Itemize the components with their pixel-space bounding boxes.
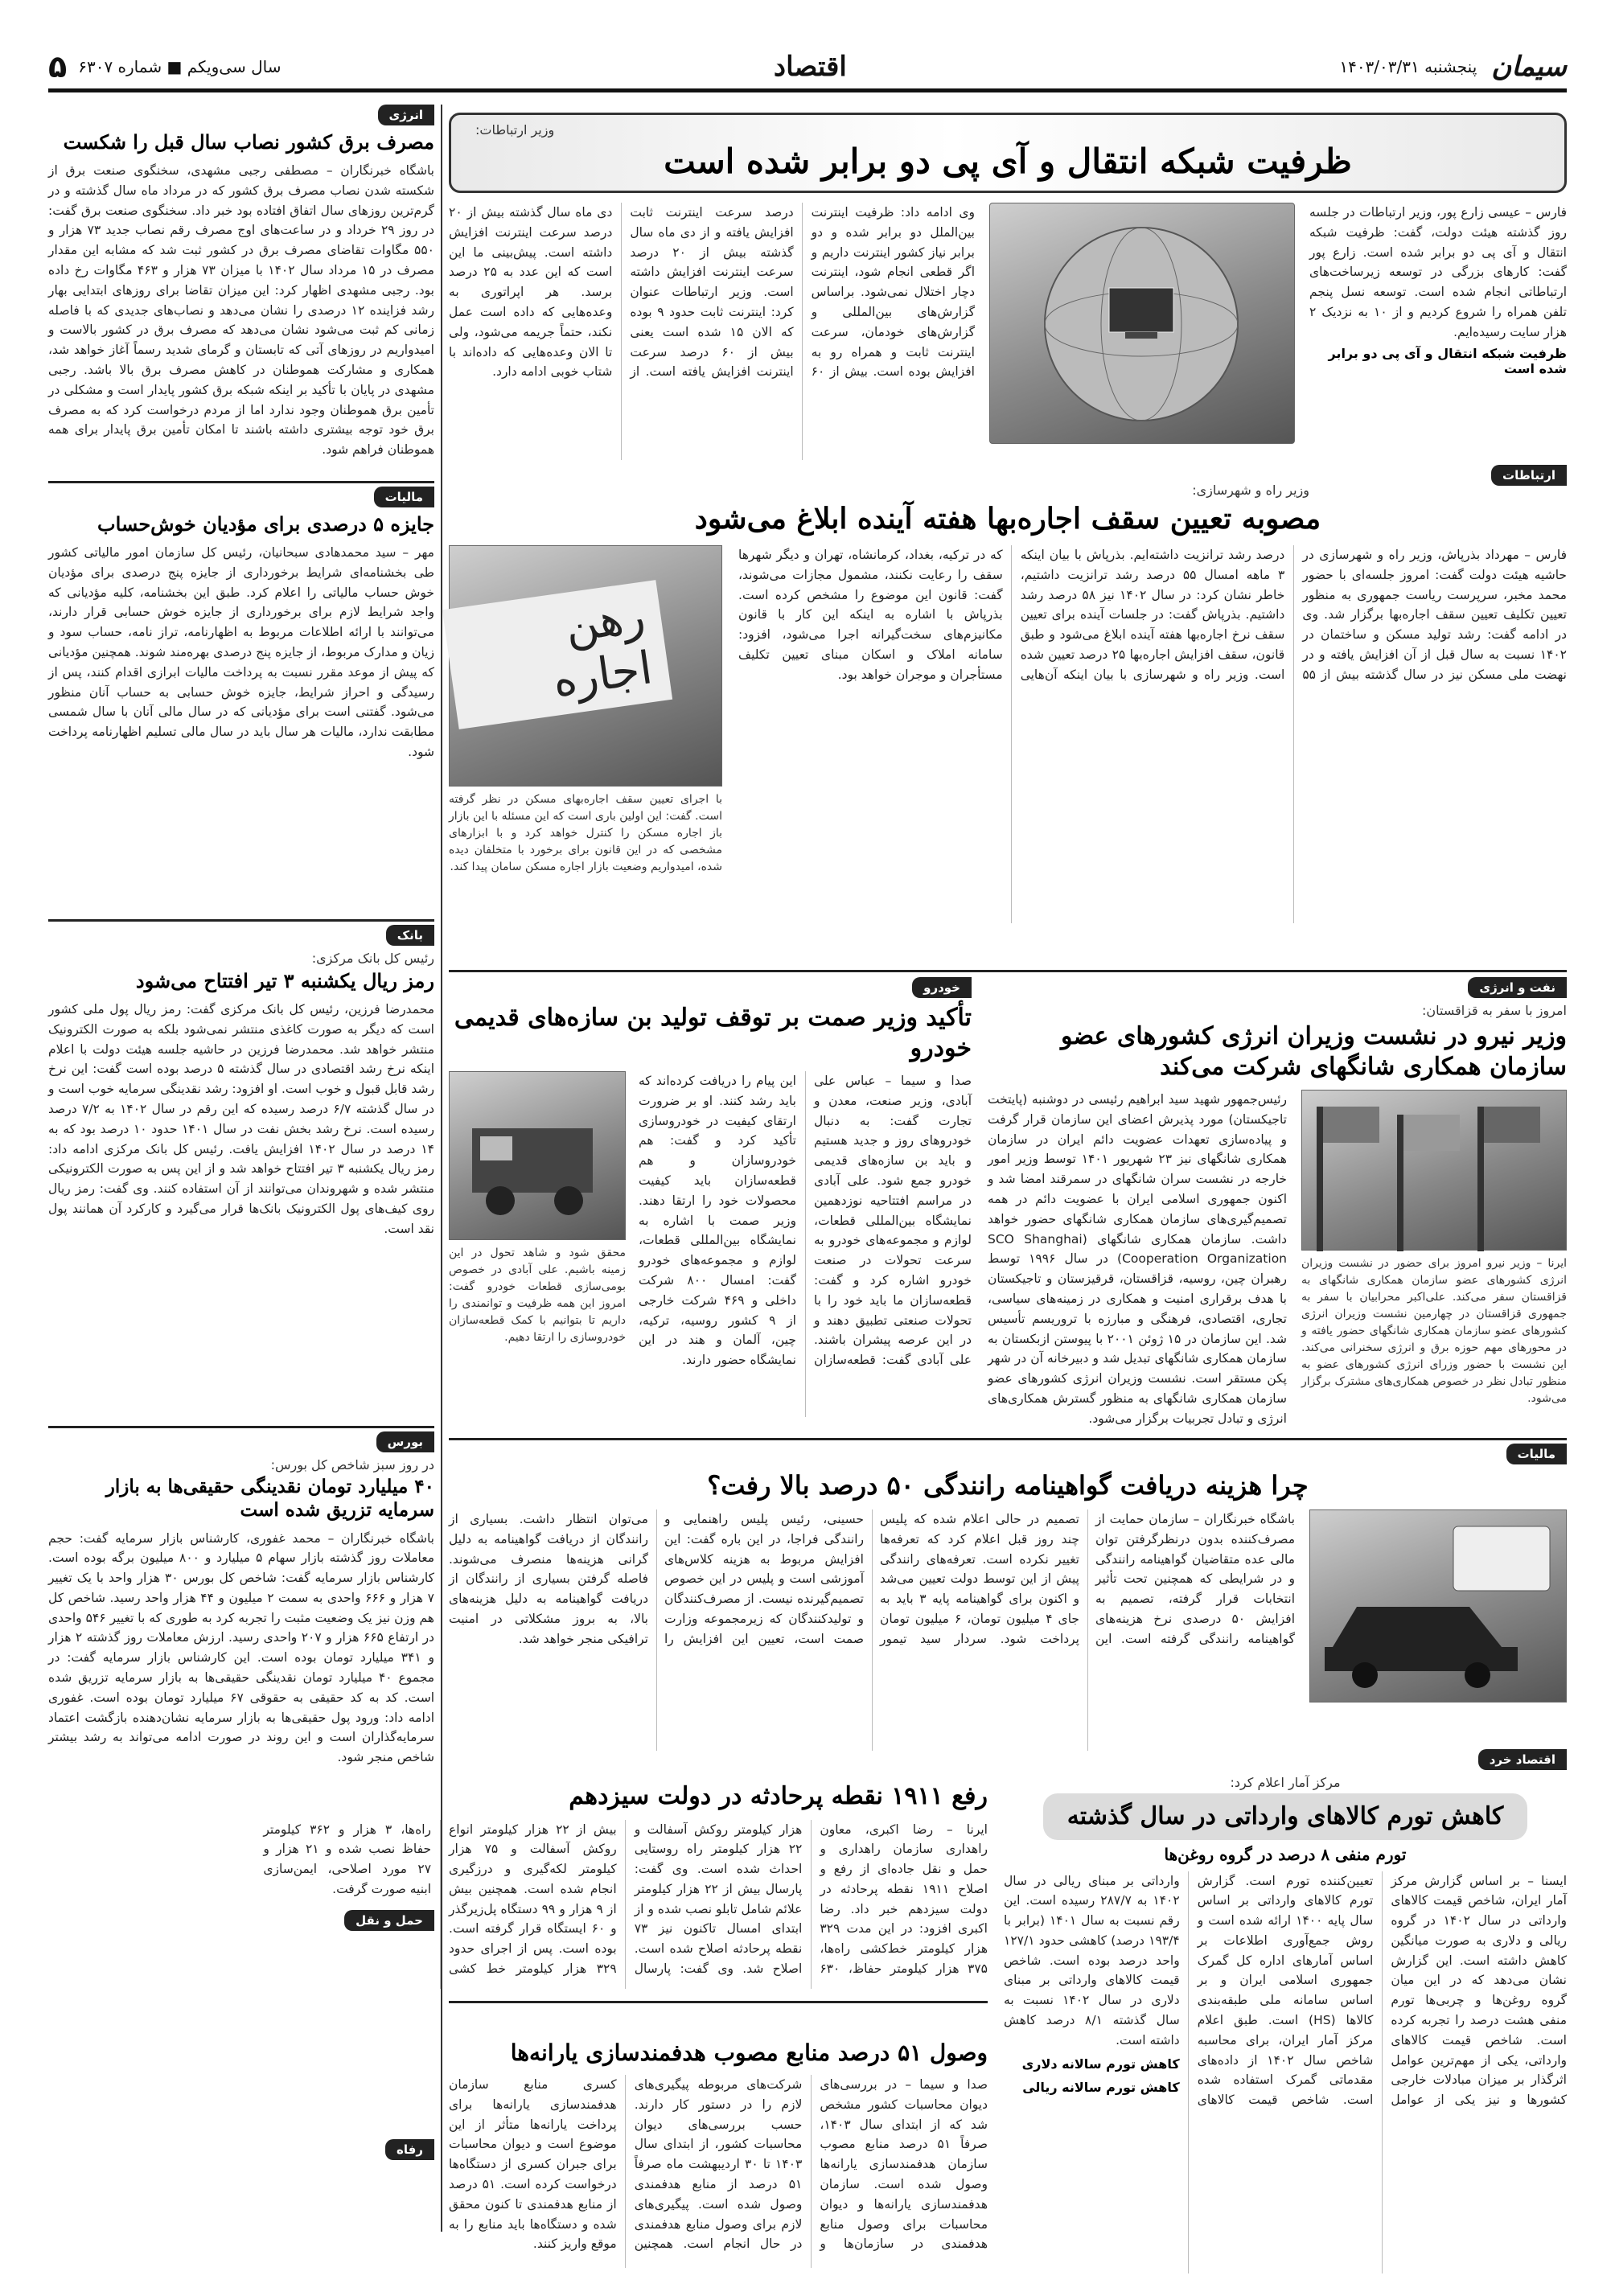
rule: [449, 2001, 988, 2003]
truck-illustration: [448, 1072, 625, 1241]
housing-body-row: [449, 545, 1567, 923]
article-transport: [263, 1749, 988, 1990]
article-auto: [449, 977, 972, 1427]
rule: [48, 1426, 434, 1428]
car-icon: [1309, 1509, 1567, 1702]
rule: [449, 1438, 1567, 1440]
headline-housing: مصوبه تعیین سقف اجاره‌بها هفته آینده ابلاغ می‌شود: [694, 502, 1321, 536]
license-body-row: [449, 1509, 1567, 1751]
lead-ict: فارس – عیسی زارع پور، وزیر ارتباطات در جلسه روز گذشته هیئت دولت، گفت: ظرفیت شبکه انتقال و آی پی دو برابر شده است. زارع پور گفت: کارهای بزرگی در توسعه زیرساخت‌های ارتباطاتی انجام شده است. توسعه نسل پنجم تلفن همراه را شروع کردیم و از ۱۰ به نزدیک ۲ هزار سایت رسیده‌ایم.: [1309, 205, 1567, 339]
article-ict: [449, 113, 1567, 483]
article-tax: [48, 487, 434, 909]
body-welfare: صدا و سیما – در بررسی‌های دیوان محاسبات کشور مشخص شد که از ابتدای سال ۱۴۰۳، صرفاً ۵۱ درصد منابع مصوب سازمان هدفمندسازی یارانه‌ها وصول شده است. سازمان هدفمندسازی یارانه‌ها و دیوان محاسبات برای وصول منابع هدفمندی در سازمان‌ها و شرکت‌های مربوطه پیگیری‌های لازم را در دستور کار دارند. حسب بررسی‌های دیوان محاسبات کشور، از ابتدای سال ۱۴۰۳ تا ۳۰ اردیبهشت ماه صرفاً ۵۱ درصد از منابع هدفمندی وصول شده است. پیگیری‌های لازم برای وصول منابع هدفمندی در حال انجام است. همچنین کسری منابع سازمان هدفمندسازی یارانه‌ها برای پرداخت یارانه‌ها متأثر از این موضوع است و دیوان محاسبات برای جبران کسری از دستگاه‌ها درخواست کرده است. ۵۱ درصد از منابع هدفمندی تا کنون محقق شده و دستگاه‌ها باید منابع را به موقع واریز کنند.: [449, 2077, 988, 2252]
rule: [48, 919, 434, 922]
headline-energy: مصرف برق کشور نصاب سال قبل را شکست: [63, 130, 434, 154]
flags-photo: [1301, 1090, 1567, 1251]
tag-transport-row: [48, 1910, 434, 1942]
rent-sign-text: رهن اجاره: [442, 580, 672, 729]
masthead: [48, 44, 1567, 92]
left-column: [48, 105, 434, 2232]
supra-bourse: در روز سبز شاخص کل بورس:: [270, 1457, 434, 1472]
article-oil: [988, 977, 1567, 1427]
caption-auto: محقق شود و شاهد تحول در این زمینه باشیم. علی آبادی در خصوص بومی‌سازی قطعات خودرو گفت: امروز این همه ظرفیت و توانمندی را داریم تا بتوانیم با کمک قطعه‌سازان خودروسازی را ارتقا دهیم.: [449, 1247, 626, 1344]
headline-auto: تأکید وزیر صمت بر توقف تولید بن سازه‌های قدیمی خودرو: [454, 1004, 972, 1062]
supra-bank: رئیس کل بانک مرکزی:: [311, 951, 434, 966]
section-tag-energy: انرژی: [378, 105, 435, 125]
body-oil: رئیس‌جمهور شهید سید ابراهیم رئیسی در دوشنبه (پایتخت تاجیکستان) مورد پذیرش اعضای این سازمان قرار گرفت و پیاده‌سازی تعهدات عضویت دائم ایران در سازمان همکاری شانگهای نیز ۲۳ شهریور ۱۴۰۱ توسط وزیر امور خارجه در نشست سران شانگهای در سمرقند امضا شد و اکنون جمهوری اسلامی ایران با عضویت دائم در همه تصمیم‌گیری‌های سازمان همکاری شانگهای حضور خواهد داشت. سازمان همکاری شانگهای (SCO Shanghai Cooperation Organization) در سال ۱۹۹۶ توسط رهبران چین، روسیه، قزاقستان، قرقیزستان و تاجیکستان با هدف برقراری امنیت و همکاری در زمینه‌های سیاسی، تجاری، اقتصادی، فرهنگی و مبارزه با تروریسم تأسیس شد. این سازمان در ۱۵ ژوئن ۲۰۰۱ با پیوستن ازبکستان به سازمان همکاری شانگهای تبدیل شد و دبیرخانه آن در شهر پکن مستقر است. نشست وزیران انرژی کشورهای عضو سازمان همکاری شانگهای به منظور گسترش همکاری‌های انرژی و تبادل تجربیات برگزار می‌شود.: [988, 1092, 1288, 1426]
ict-lead-col: [1309, 203, 1567, 460]
globe-network-illustration: [988, 203, 1294, 445]
section-tag-tax: مالیات: [374, 487, 434, 507]
section-tag-bourse: بورس: [376, 1431, 434, 1452]
section-title: اقتصاد: [773, 50, 847, 83]
article-license: [449, 1444, 1567, 1733]
oil-body-row: [988, 1090, 1567, 1426]
globe-network-icon: [989, 203, 1295, 444]
tag-welfare-row: [48, 2139, 434, 2171]
body-inflation: [1004, 1871, 1567, 2273]
flags-illustration: [1301, 1090, 1566, 1251]
section-tag-welfare: رفاه: [385, 2139, 434, 2160]
body-transport: ایرنا – رضا اکبری، معاون راهداری سازمان راهداری و حمل و نقل جاده‌ای از رفع و اصلاح ۱۹۱۱ نقطه پرحادثه در دولت سیزدهم خبر داد. رضا اکبری افزود: در این مدت ۳۲۹ هزار کیلومتر خط‌کشی راه‌ها، ۳۷۵ هزار کیلومتر حفاظ، ۶۳۰ هزار کیلومتر روکش آسفالت و ۲۲ هزار کیلومتر راه روستایی احداث شده است. وی گفت: پارسال بیش از ۲۲ هزار کیلومتر علائم شامل تابلو نصب شده و از ابتدای امسال تاکنون نیز ۷۳ نقطه پرحادثه اصلاح شده است. اصلاح شد. وی گفت: پارسال بیش از ۲۲ هزار کیلومتر انواع روکش آسفالت و ۷۵ هزار کیلومتر لکه‌گیری و درزگیری انجام شده است. همچنین بیش از ۹ هزار و ۹۹ دستگاه پل‌زیرگذر و ۶۰ ایستگاه قرار گرفته است. بوده است. پس از اجرای حدود ۳۲۹ هزار کیلومتر خط کشی راه‌ها، ۳ هزار و ۳۶۲ کیلومتر حفاظ نصب شده و ۲۱ هزار و ۲۷ مورد اصلاحی، ایمن‌سازی ابنیه صورت گرفت.: [263, 1822, 988, 1977]
issue-date: پنجشنبه ۱۴۰۳/۰۳/۳۱: [1339, 56, 1477, 76]
truck-photo: [449, 1071, 626, 1240]
column-divider: [441, 105, 442, 2232]
subtitle-inflation: تورم منفی ۸ درصد در گروه روغن‌ها: [1164, 1844, 1407, 1864]
headline-bank: رمز ریال یکشنبه ۳ تیر افتتاح می‌شود: [135, 969, 434, 992]
ict-banner: [449, 113, 1567, 193]
section-tag-license: مالیات: [1506, 1444, 1567, 1464]
article-inflation: [1004, 1749, 1567, 2296]
section-tag-ict: ارتباطات: [1491, 465, 1567, 486]
body-tax: مهر – سید محمدهادی سبحانیان، رئیس کل سازمان امور مالیاتی کشور طی بخشنامه‌ای شرایط برخورداری از جایزه پنج درصدی برای مؤدیان خوش حساب مالیاتی را اعلام کرد. طبق این بخشنامه، کلیه مؤدیانی که واجد شرایط لازم برای برخورداری از جایزه خوش حسابی قرار دارند، می‌توانند با ارائه اطلاعات مربوط به اظهارنامه، تراز نامه، حساب سود و زیان و مدارک مربوط، از جایزه پنج درصدی بهره‌مند شوند. همچنین مؤدیانی که پیش از موعد مقرر نسبت به پرداخت مالیات ابرازی اقدام کنند، پس از رسیدگی و احراز شرایط، جایزه خوش حسابی به حساب آنان منظور می‌شود. گفتنی است برای مؤدیانی که در سال مالی آنان با سال شمسی مطابقت ندارد، مالیات هر سال باید در سال مالی تسلیم اظهارنامه پرداخت شود.: [48, 545, 434, 759]
headline-welfare: وصول ۵۱ درصد منابع مصوب هدفمندسازی یارانه‌ها: [510, 2039, 988, 2066]
body-bank: محمدرضا فرزین، رئیس کل بانک مرکزی گفت: رمز ریال پول ملی کشور است که دیگر به صورت کاغذی منتشر نمی‌شود بلکه به صورت الکترونیک منتشر خواهد شد. محمدرضا فرزین در حاشیه جلسه هیئت دولت با اعلام اینکه نرخ رشد اقتصادی در سال گذشته ۵ درصد بوده است گفت: این نرخ رشد قابل قبول و خوب است. او افزود: رشد نقدینگی سرمایه خوب است و در سال گذشته ۶/۷ درصد رسیده که این رقم در سال ۱۴۰۲ به ۷/۲ درصد رسیده است. نرخ رشد بخش نفت در سال ۱۴۰۱ حدود ۱۰ درصد بود که به ۱۴ درصد در سال ۱۴۰۲ افزایش یافت. رئیس کل بانک مرکزی ادامه داد: رمز ریال یکشنبه ۳ تیر افتتاح خواهد شد و از این پس به صورت الکترونیکی منتشر شده و شهروندان می‌توانند از آن استفاده کنند. وی گفت: رمز ریال روی کیف‌های پول الکترونیک بانک‌ها قرار می‌گیرد و کارکرد آن همانند پول نقد است.: [48, 1002, 434, 1236]
oil-photo-col: [1301, 1090, 1567, 1411]
body-inflation-text: ایسنا – بر اساس گزارش مرکز آمار ایران، شاخص قیمت کالاهای وارداتی در سال ۱۴۰۲ در گروه ریالی و دلاری به صورت میانگین کاهش داشته است. این گزارش نشان می‌دهد که در این میان گروه روغن‌ها و چربی‌ها تورم منفی هشت درصد را تجربه کرده است. شاخص قیمت کالاهای وارداتی، یکی از مهم‌ترین عوامل اثرگذار بر میزان مبادلات خارجی کشورها و نیز یکی از عوامل تعیین‌کننده تورم است. گزارش تورم کالاهای وارداتی بر اساس سال پایه ۱۴۰۰ ارائه شده است و روش جمع‌آوری اطلاعات بر اساس آمارهای اداره کل گمرک جمهوری اسلامی ایران و بر اساس سامانه ملی طبقه‌بندی کالاها (HS) است. طبق اعلام مرکز آمار ایران، برای محاسبه شاخص سال ۱۴۰۲ از داده‌های مقدماتی گمرک استفاده شده است. شاخص قیمت کالاهای وارداتی بر مبنای ریالی در سال ۱۴۰۲ به ۲۸۷/۷ رسیده است. این رقم نسبت به سال ۱۴۰۱ (برابر با ۱۹۳/۴ درصد) کاهشی حدود ۱۲۷/۱ واحد درصد بوده است. شاخص قیمت کالاهای وارداتی بر مبنای دلاری در سال ۱۴۰۲ نسبت به سال گذشته ۸/۱ درصد کاهش داشته است.: [1004, 1873, 1568, 2108]
masthead-right: [1339, 51, 1567, 83]
section-tag-auto: خودرو: [912, 977, 972, 998]
headline-ict: ظرفیت شبکه انتقال و آی پی دو برابر شده است: [664, 142, 1352, 182]
ict-body-row: [449, 203, 1567, 460]
auto-photo-col: [449, 1071, 626, 1417]
headline-oil: وزیر نیرو در نشست وزیران انرژی کشورهای عضو سازمان همکاری شانگهای شرکت می‌کند: [1061, 1022, 1567, 1081]
supra-ict: وزیر ارتباطات:: [475, 122, 555, 138]
inflation-title-row: [1004, 1793, 1567, 1840]
page-number: ۵: [48, 48, 68, 84]
headline-transport: رفع ۱۹۱۱ نقطه پرحادثه در دولت سیزدهم: [569, 1782, 988, 1810]
caption-oil: ایرنا – وزیر نیرو امروز برای حضور در نشست وزیران انرژی کشورهای عضو سازمان همکاری شانگهای به قزاقستان سفر می‌کند. علی‌اکبر محرابیان با سفر به جمهوری قزاقستان در چهارمین نشست وزیران انرژی کشورهای عضو سازمان همکاری شانگهای حضور یافته و در محورهای مهم حوزه برق و انرژی سخنرانی می‌کند. این نشست با حضور وزرای انرژی کشورهای عضو به منظور تبادل نظر در خصوص همکاری‌های مشترک برگزار می‌شود.: [1301, 1257, 1567, 1405]
section-tag-oil: نفت و انرژی: [1468, 977, 1567, 998]
body-auto: صدا و سیما – عباس علی آبادی، وزیر صنعت، معدن و تجارت گفت: به دنبال خودروهای روز و جدید هستیم و باید بن سازه‌های قدیمی خودرو جمع شود. علی آبادی در مراسم افتتاحیه نوزدهمین نمایشگاه بین‌المللی قطعات، لوازم و مجموعه‌های خودرو به سرعت تحولات در صنعت خودرو اشاره کرد و گفت: قطعه‌سازان ما باید خود را با تحولات صنعتی تطبیق دهند و در این عرصه پیشران باشند. علی آبادی گفت: قطعه‌سازان این پیام را دریافت کرده‌اند که باید رشد کنند. او بر ضرورت ارتقای کیفیت در خودروسازی تأکید کرد و گفت: هم خودروسازان و هم قطعه‌سازان باید کیفیت محصولات خود را ارتقا دهند. وزیر صمت با اشاره به نمایشگاه بین‌المللی قطعات، لوازم و مجموعه‌های خودرو گفت: امسال ۸۰۰ شرکت داخلی و ۴۶۹ شرکت خارجی از ۹ کشور روسیه، ترکیه، چین، آلمان و هند در این نمایشگاه حضور دارند.: [639, 1074, 972, 1368]
section-tag-bank: بانک: [386, 925, 434, 946]
body-license: باشگاه خبرنگاران – سازمان حمایت از مصرف‌کننده بدون درنظرگرفتن توان مالی عده متقاضیان گواهینامه رانندگی و در شرایطی که همچنین تحت تأثیر انتخابات قرار گرفته، تصمیم به افزایش ۵۰ درصدی نرخ هزینه‌های گواهینامه رانندگی گرفته است. این تصمیم در حالی اعلام شده که پلیس چند روز قبل اعلام کرد که تعرفه‌ها تغییر نکرده است. تعرفه‌های رانندگی پیش از این توسط دولت تعیین می‌شد و اکنون برای گواهینامه پایه ۳ باید به جای ۴ میلیون تومان، ۶ میلیون تومان پرداخت شود. سردار سید تیمور حسینی، رئیس پلیس راهنمایی و رانندگی فراجا، در این باره گفت: این افزایش مربوط به هزینه کلاس‌های آموزشی است و پلیس در این خصوص تصمیم‌گیرنده نیست. از مصرف‌کنندگان و تولیدکنندگان که زیرمجموعه وزارت صمت است، تعیین این افزایش را می‌توان انتظار داشت. بسیاری از رانندگان از دریافت گواهینامه به دلیل گرانی هزینه‌ها منصرف می‌شوند. فاصله گرفتن بسیاری از رانندگان از دریافت گواهینامه به دلیل هزینه‌های بالا، به بروز مشکلاتی در امنیت ترافیکی منجر خواهد شد.: [449, 1512, 1295, 1646]
section-tag-transport: حمل و نقل: [344, 1910, 434, 1931]
headline-bourse: ۴۰ میلیارد تومان نقدینگی حقیقی‌ها به بازار سرمایه تزریق شده است: [105, 1476, 434, 1521]
subhead-ict: ظرفیت شبکه انتقال و آی پی دو برابر شده است: [1328, 345, 1567, 376]
supra-inflation: مرکز آمار اعلام کرد:: [1230, 1775, 1341, 1790]
masthead-left: [48, 49, 281, 84]
rule: [48, 481, 434, 483]
rent-sign-photo: [449, 545, 722, 787]
rule: [449, 970, 1567, 972]
newspaper-logo: سیمان: [1491, 50, 1567, 83]
housing-photo-col: [449, 545, 722, 923]
supra-oil: امروز با سفر به قزاقستان:: [1421, 1003, 1567, 1018]
article-bank: [48, 925, 434, 1415]
headline-license: چرا هزینه دریافت گواهینامه رانندگی ۵۰ درصد بالا رفت؟: [707, 1470, 1309, 1501]
headline-inflation: کاهش تورم کالاهای وارداتی در سال گذشته: [1043, 1793, 1528, 1840]
subhead-inflation-a: کاهش تورم سالانه دلاری: [1021, 2056, 1180, 2072]
body-energy: باشگاه خبرنگاران – مصطفی رجبی مشهدی، سخنگوی صنعت برق از شکسته شدن نصاب مصرف برق کشور که در مرداد ماه سال گذشته و در گرم‌ترین روزهای سال اتفاق افتاده بود خبر داد. سخنگوی صنعت برق گفت: در روز ۲۹ خرداد و در ساعت‌های اوج مصرف رقم نصاب جدید ۷۳ هزار و ۵۵۰ مگاوات تقاضای مصرف برق در کشور ثبت شد که مشابه این مقدار مصرف در ۱۵ مرداد سال ۱۴۰۲ با میزان ۷۳ هزار و ۴۶۳ مگاوات رخ داده بود. رجبی مشهدی اظهار کرد: این میزان تقاضا برای روزهای ابتدایی بهار رشد فزاینده ۱۲ درصدی را نشان می‌دهد و نصاب‌های جدیدی که با فاصله زمانی کم ثبت می‌شود نشان می‌دهد که مصرف برق در کشور بالاست و امیدواریم در روزهای آتی که تابستان و گرمای شدید رسماً آغاز خواهد شد، همکاری و مشارکت هموطنان در کاهش مصرف برق بالا باشد. رجبی مشهدی در پایان با تأکید بر اینکه شبکه برق کشور پایدار است و مشکلی در تأمین برق هموطنان وجود ندارد اما از مردم درخواست کرد که به مصرف برق خود توجه بیشتری داشته باشند تا امکان تأمین برق پایدار برای همه هموطنان فراهم شود.: [48, 163, 435, 458]
article-energy: [48, 105, 434, 470]
subhead-inflation-b: کاهش تورم سالانه ریالی: [1022, 2080, 1180, 2096]
caption-housing: با اجرای تعیین سقف اجاره‌بهای مسکن در نظر گرفته است. گفت: این اولین باری است که این مسئله با این بازار باز اجاره مسکن را کنترل خواهد کرد و با ابزارهای مشخصی که در این قانون برای برخورد با متخلفان دیده شده، امیدواریم وضعیت بازار اجاره مسکن سامان پیدا کند.: [449, 793, 722, 873]
section-tag-inflation: اقتصاد خرد: [1478, 1749, 1567, 1770]
car-illustration: [1309, 1510, 1566, 1703]
auto-body-row: [449, 1071, 972, 1417]
article-welfare: [449, 2006, 988, 2280]
supra-housing: وزیر راه و شهرسازی:: [1192, 483, 1309, 498]
article-housing: [449, 483, 1567, 957]
headline-tax: جایزه ۵ درصدی برای مؤدیان خوش‌حساب: [97, 512, 434, 536]
body-bourse: باشگاه خبرنگاران – محمد غفوری، کارشناس بازار سرمایه گفت: حجم معاملات روز گذشته بازار سهام ۵ میلیارد و ۸۰۰ میلیون برگه بوده است. کارشناس بازار سرمایه گفت: شاخص کل بورس ۳۰ هزار واحد با یک تغییر ۷ هزار و ۶۶۶ واحدی به سمت ۲ میلیون و ۴۴ هزار واحد رسید. شاخص کل هم وزن نیز یک وضعیت مثبت را تجربه کرد به طوری که با تغییر ۵۴۶ واحدی در ارتفاع ۶۶۵ هزار و ۲۰۷ واحدی رسید. ارزش معاملات روز گذشته ۲ هزار و ۳۴۱ میلیارد تومان بوده است. این کارشناس بازار سرمایه گفت: در مجموع ۴۰ میلیارد تومان نقدینگی حقیقی‌ها به بازار سرمایه تزریق شده است. کد به کد حقیقی به حقوقی ۶۷ میلیارد تومان بوده است. غفوری ادامه داد: ورود پول حقیقی‌ها به بازار سرمایه نشان‌دهنده بازگشت اعتماد سرمایه‌گذاران است و این روند در صورت ادامه می‌تواند به رشد بیشتر شاخص منجر شود.: [48, 1530, 435, 1765]
body-ict: وی ادامه داد: ظرفیت اینترنت بین‌الملل دو برابر شده و دو برابر نیاز کشور اینترنت داریم و اگر قطعی انجام شود، اینترنت دچار اختلال نمی‌شود. براساس گزارش‌های بین‌المللی و گزارش‌های خودمان، سرعت اینترنت ثابت و همراه رو به افزایش بوده است. بیش از ۶۰ درصد سرعت اینترنت ثابت افزایش یافته و از دی ماه سال گذشته بیش از ۲۰ درصد سرعت اینترنت افزایش داشته است. وزیر ارتباطات عنوان کرد: اینترنت ثابت حدود ۹ بوده که الان ۱۵ شده است یعنی بیش از ۶۰ درصد سرعت اینترنت افزایش یافته است. از دی ماه سال گذشته بیش از ۲۰ درصد سرعت اینترنت افزایش داشته است. پیش‌بینی ما این است که این عدد به ۲۵ درصد برسد. هر اپراتوری به وعده‌هایی که داده است عمل نکند، حتماً جریمه می‌شود، ولی تا الان وعده‌هایی که داده‌اند با شتاب خوبی ادامه دارد.: [449, 205, 975, 380]
issue-number: سال سی‌ویکم ■ شماره ۶۳۰۷: [78, 56, 281, 76]
body-housing: فارس – مهرداد بذرپاش، وزیر راه و شهرسازی در حاشیه هیئت دولت گفت: امروز جلسه‌ای با حضور محمد مخبر، سرپرست ریاست جمهوری به منظور تعیین تکلیف تعیین سقف اجاره‌بها برگزار شد. وی در ادامه گفت: رشد تولید مسکن و ساختمان در ۱۴۰۲ نسبت به سال قبل از آن افزایش یافته و در نهضت ملی مسکن نیز در سال گذشته بیش از ۵۵ درصد رشد ترانزیت داشته‌ایم. بذرپاش با بیان اینکه ۳ ماهه امسال ۵۵ درصد رشد ترانزیت داشتیم، خاطر نشان کرد: در سال ۱۴۰۲ نیز ۵۸ درصد رشد داشتیم. بذرپاش گفت: در جلسات آینده برای تعیین سقف نرخ اجاره‌بها هفته آینده ابلاغ می‌شود و طبق قانون، سقف افزایش اجاره‌بها ۲۵ درصد تعیین شده است. وزیر راه و شهرسازی با بیان اینکه آن‌هایی که در ترکیه، بغداد، کرمانشاه، تهران و دیگر شهرها سقف را رعایت نکنند، مشمول مجازات می‌شوند، گفت: قانون این موضوع را مشخص کرده است. بذرپاش با اشاره به اینکه این کار با قانون مکانیزم‌های سخت‌گیرانه اجرا می‌شود، افزود: سامانه املاک و اسکان مبنای تعیین تکلیف مستأجران و موجران خواهد بود.: [738, 548, 1567, 682]
